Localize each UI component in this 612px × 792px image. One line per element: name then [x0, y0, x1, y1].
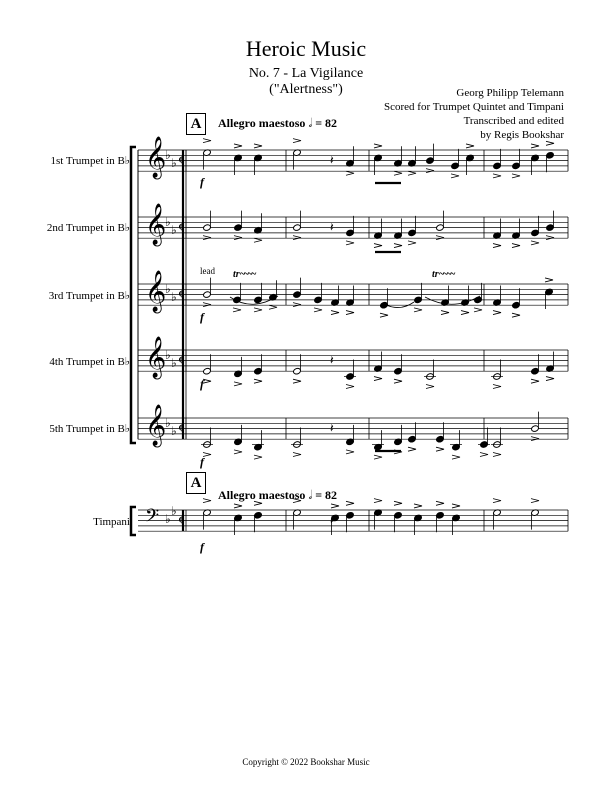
accent-mark [493, 499, 501, 503]
accent-mark [293, 303, 301, 307]
accent-mark [436, 501, 444, 505]
accent-mark [461, 311, 469, 315]
system-bracket [131, 147, 136, 443]
accent-mark [269, 305, 277, 309]
accent-mark [531, 241, 539, 245]
instrument-label-trumpet-3: 3rd Trumpet in B♭ [48, 290, 130, 302]
accent-mark [374, 499, 382, 503]
accent-mark [512, 174, 520, 178]
accent-mark [314, 308, 322, 312]
accent-mark [493, 385, 501, 389]
accent-mark [466, 144, 474, 148]
cut-time-icon: 𝄵 [178, 422, 185, 437]
flat-icon: ♭ [165, 416, 171, 430]
accent-mark [408, 447, 416, 451]
staff-lines [138, 150, 568, 531]
accent-mark [374, 455, 382, 459]
accent-mark [346, 241, 354, 245]
accent-mark [254, 308, 262, 312]
score-title: Heroic Music [245, 36, 367, 61]
instrument-label-timpani: Timpani [93, 516, 130, 528]
flat-icon: ♭ [171, 504, 177, 518]
dynamic-forte-trumpet-3: f [200, 310, 204, 324]
accent-mark [254, 379, 262, 383]
accent-mark [512, 313, 520, 317]
accent-mark [346, 171, 354, 175]
accent-mark [346, 311, 354, 315]
copyright-footer: Copyright © 2022 Bookshar Music [242, 757, 370, 767]
instrument-label-trumpet-2: 2nd Trumpet in B♭ [46, 222, 130, 234]
accent-mark [374, 377, 382, 381]
accent-mark [545, 278, 553, 282]
accent-mark [254, 455, 262, 459]
accent-mark [203, 379, 211, 383]
accent-mark [493, 244, 501, 248]
treble-clef-icon: 𝄞 [145, 271, 167, 312]
cut-time-icon: 𝄵 [178, 221, 185, 236]
accent-mark [426, 169, 434, 173]
accent-mark [254, 144, 262, 148]
accent-mark [414, 308, 422, 312]
accent-mark [493, 174, 501, 178]
instrument-label-trumpet-4: 4th Trumpet in B♭ [49, 356, 130, 368]
composer-credit: Georg Philipp Telemann [456, 87, 564, 99]
accent-mark [234, 504, 242, 508]
dynamic-forte-trumpet-1: f [200, 175, 204, 189]
scoring-credit: Scored for Trumpet Quintet and Timpani [384, 101, 564, 113]
accent-mark [474, 308, 482, 312]
barlines [131, 147, 568, 535]
accent-mark [546, 141, 554, 145]
rehearsal-mark-timpani: A [186, 472, 206, 494]
trill-mark-1: tr~~~~ [233, 269, 255, 280]
accent-mark [436, 447, 444, 451]
flat-icon: ♭ [171, 156, 177, 170]
accent-mark [451, 174, 459, 178]
accent-mark [346, 501, 354, 505]
treble-clef-icon: 𝄞 [145, 405, 167, 446]
half-note-icon: 𝅗𝅥 [308, 116, 313, 130]
accent-mark [331, 311, 339, 315]
flat-icon: ♭ [171, 223, 177, 237]
accent-mark [254, 501, 262, 505]
quarter-rest-icon: 𝄽 [330, 421, 334, 435]
treble-clef-icon: 𝄞 [145, 137, 167, 178]
accent-mark [426, 385, 434, 389]
accent-mark [293, 139, 301, 143]
flat-icon: ♭ [165, 282, 171, 296]
clefs [145, 136, 184, 531]
accent-mark [531, 144, 539, 148]
accent-mark [346, 450, 354, 454]
half-note-icon: 𝅗𝅥 [308, 488, 313, 502]
metronome-value: = 82 [315, 488, 338, 502]
accent-mark [203, 139, 211, 143]
accent-mark [408, 241, 416, 245]
accent-mark [374, 144, 382, 148]
accent-mark [441, 311, 449, 315]
score-subtitle-translation: ("Alertness") [269, 82, 343, 97]
notes [201, 139, 554, 535]
accent-mark [531, 379, 539, 383]
metronome-value: = 82 [315, 116, 338, 130]
accent-mark [408, 171, 416, 175]
accent-mark [374, 244, 382, 248]
accent-mark [380, 313, 388, 317]
dynamic-forte-trumpet-4: f [200, 377, 204, 391]
dynamic-forte-trumpet-5: f [200, 455, 204, 469]
accent-mark [480, 453, 488, 457]
cut-time-icon: 𝄵 [178, 354, 185, 369]
accent-mark [234, 382, 242, 386]
accent-mark [203, 499, 211, 503]
accent-mark [234, 144, 242, 148]
flat-icon: ♭ [165, 348, 171, 362]
slur [384, 302, 414, 308]
cut-time-icon: 𝄵 [178, 154, 185, 169]
accent-mark [203, 453, 211, 457]
accent-mark [493, 453, 501, 457]
treble-clef-icon: 𝄞 [145, 337, 167, 378]
accent-mark [394, 171, 402, 175]
accent-mark [493, 311, 501, 315]
accent-mark [234, 236, 242, 240]
accent-mark [233, 308, 241, 312]
flat-icon: ♭ [171, 356, 177, 370]
quarter-rest-icon: 𝄽 [330, 513, 334, 527]
accent-mark [512, 244, 520, 248]
accent-mark [254, 238, 262, 242]
accent-mark [293, 236, 301, 240]
flat-icon: ♭ [165, 215, 171, 229]
accent-mark [436, 236, 444, 240]
trill-mark-2: tr~~~~ [432, 269, 454, 280]
accent-mark [293, 499, 301, 503]
accent-mark [203, 236, 211, 240]
accent-mark [394, 501, 402, 505]
quarter-rest-icon: 𝄽 [330, 153, 334, 167]
editor-credit-line2: by Regis Bookshar [480, 129, 564, 141]
flat-icon: ♭ [165, 512, 171, 526]
accent-mark [394, 379, 402, 383]
dynamic-forte-timpani: f [200, 540, 204, 554]
quarter-rest-icon: 𝄽 [330, 353, 334, 367]
cut-time-icon: 𝄵 [178, 514, 185, 529]
bass-clef-icon: 𝄢 [145, 506, 160, 531]
accent-mark [531, 499, 539, 503]
instrument-label-trumpet-1: 1st Trumpet in B♭ [50, 155, 130, 167]
timpani-bracket [131, 507, 136, 535]
score-subtitle-number: No. 7 - La Vigilance [248, 66, 364, 81]
treble-clef-icon: 𝄞 [145, 204, 167, 245]
accent-mark [546, 377, 554, 381]
cut-time-icon: 𝄵 [178, 288, 185, 303]
quarter-rest-icon: 𝄽 [330, 220, 334, 234]
accent-mark [452, 455, 460, 459]
accent-mark [293, 453, 301, 457]
tempo-text: Allegro maestoso [218, 116, 306, 130]
accent-mark [531, 437, 539, 441]
accent-mark [346, 385, 354, 389]
flat-icon: ♭ [171, 424, 177, 438]
flat-icon: ♭ [171, 290, 177, 304]
accent-mark [203, 303, 211, 307]
accent-mark [414, 504, 422, 508]
tempo-text: Allegro maestoso [218, 488, 306, 502]
accent-mark [452, 504, 460, 508]
instrument-label-trumpet-5: 5th Trumpet in B♭ [49, 423, 130, 435]
editor-credit-line1: Transcribed and edited [463, 115, 564, 127]
flat-icon: ♭ [165, 148, 171, 162]
accent-mark [331, 504, 339, 508]
accent-mark [234, 450, 242, 454]
accent-mark [293, 379, 301, 383]
accent-mark [394, 244, 402, 248]
lead-annotation: lead [200, 266, 215, 276]
accent-mark [546, 236, 554, 240]
rehearsal-mark-trumpets: A [186, 113, 206, 135]
